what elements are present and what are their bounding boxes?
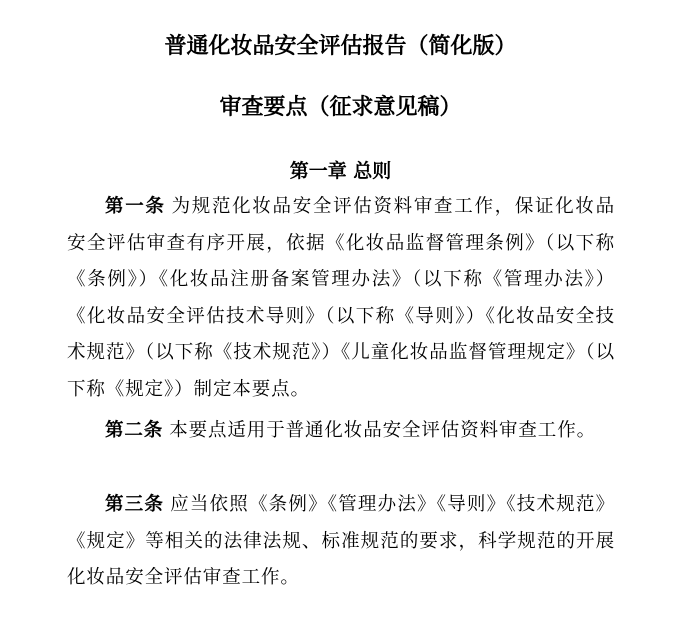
article-1 (67, 189, 615, 408)
document-title: 普通化妆品安全评估报告（简化版） (164, 34, 517, 59)
article-2-label: 第二条 (105, 420, 164, 441)
article-2 (67, 413, 615, 450)
article-1-text: 为规范化妆品安全评估资料审查工作，保证化妆品安全评估审查有序开展，依据《化妆品监督管理条例》（以下称《条例》）《化妆品注册备案管理办法》（以下称《管理办法》）《化妆品安全评估技术导则》（以下称《导则》）《化妆品安全技术规范》（以下称《技术规范》）《儿童化妆品监督管理规定》（以下称《规定》）制定本要点。 (67, 196, 615, 400)
document-subtitle: 审查要点（征求意见稿） (219, 95, 462, 120)
article-3-label: 第三条 (105, 494, 165, 515)
article-2-text: 本要点适用于普通化妆品安全评估资料审查工作。 (169, 420, 597, 441)
article-1-label: 第一条 (105, 196, 166, 217)
chapter-heading: 第一章 总则 (289, 160, 392, 182)
article-3 (67, 487, 615, 597)
article-3-text: 应当依照《条例》《管理办法》《导则》《技术规范》《规定》等相关的法律法规、标准规范的要求，科学规范的开展化妆品安全评估审查工作。 (67, 494, 615, 588)
